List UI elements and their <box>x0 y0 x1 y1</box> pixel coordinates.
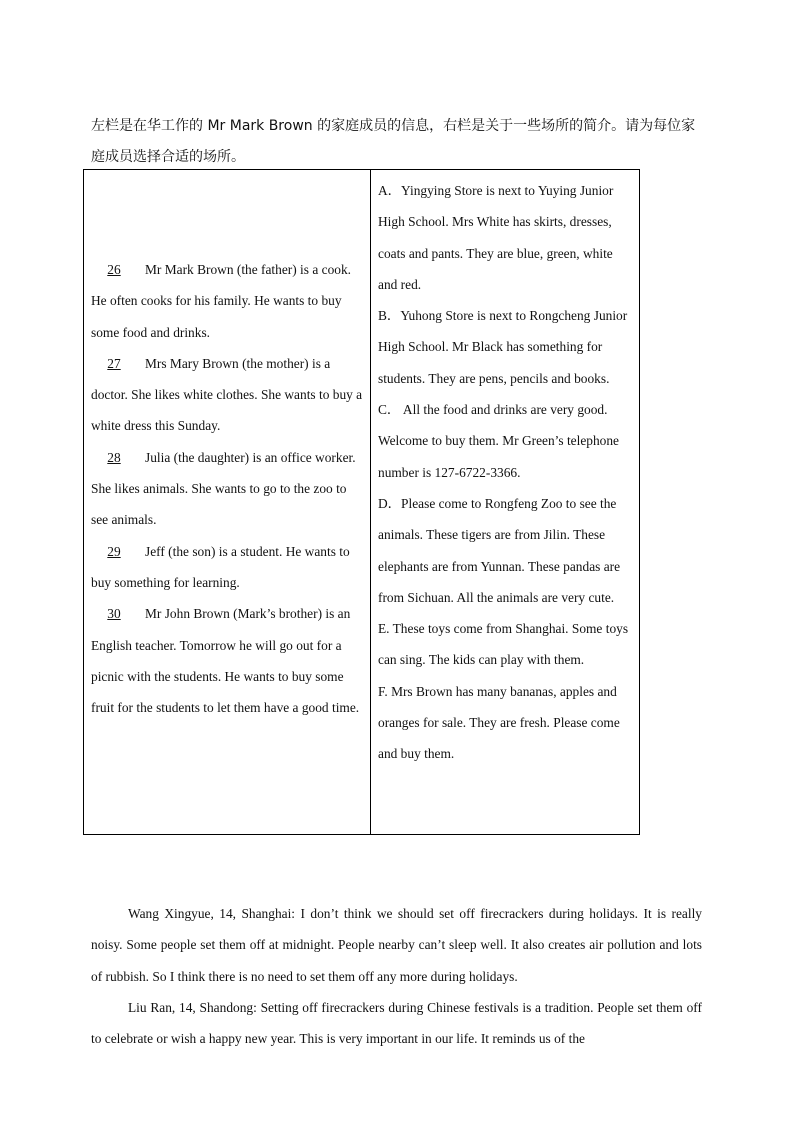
answer-blank[interactable]: 28 <box>107 449 121 465</box>
instructions: 左栏是在华工作的 Mr Mark Brown 的家庭成员的信息，右栏是关于一些场所的简介。请为每位家庭成员选择合适的场所。 <box>91 118 696 165</box>
person-item <box>91 536 364 599</box>
person-text: Mr John Brown (Mark’s brother) is an English teacher. Tomorrow he will go out for a picnic with the students. He wants to buy some fruit for the students to let them have a good time. <box>91 606 360 716</box>
answer-blank[interactable]: 27 <box>107 355 121 371</box>
place-item: D．Please come to Rongfeng Zoo to see the animals. These tigers are from Jilin. These elephants are from Yunnan. These pandas are from Sichuan. All the animals are very cute. <box>378 495 621 605</box>
matching-table <box>83 169 640 835</box>
answer-blank[interactable]: 30 <box>107 606 121 622</box>
person-text: Jeff (the son) is a student. He wants to buy something for learning. <box>91 543 350 590</box>
person-item <box>91 254 364 348</box>
place-item: B．Yuhong Store is next to Rongcheng Junior High School. Mr Black has something for students. They are pens, pencils and books. <box>378 308 628 386</box>
reading-passage <box>91 898 702 1054</box>
answer-blank[interactable]: 29 <box>107 543 121 559</box>
place-item: C． All the food and drinks are very good. Welcome to buy them. Mr Green’s telephone number is 127-6722-3366. <box>378 402 619 480</box>
places-column <box>371 170 640 835</box>
place-item: F. Mrs Brown has many bananas, apples and oranges for sale. They are fresh. Please come and buy them. <box>378 683 620 762</box>
answer-blank[interactable]: 26 <box>107 262 121 277</box>
people-column <box>84 170 371 835</box>
passage-paragraph: Liu Ran, 14, Shandong: Setting off firecrackers during Chinese festivals is a tradition. People set them off to celebrate or wish a happy new year. This is very important in our life. It reminds us of the <box>91 999 702 1047</box>
person-item <box>91 442 364 536</box>
person-text: Julia (the daughter) is an office worker. She likes animals. She wants to go to the zoo to see animals. <box>91 449 356 528</box>
person-item <box>91 598 364 723</box>
place-item: E. These toys come from Shanghai. Some toys can sing. The kids can play with them. <box>378 621 629 668</box>
person-text: Mr Mark Brown (the father) is a cook. He often cooks for his family. He wants to buy some food and drinks. <box>91 262 352 340</box>
person-text: Mrs Mary Brown (the mother) is a doctor. She likes white clothes. She wants to buy a white dress this Sunday. <box>91 355 363 434</box>
person-item <box>91 348 364 442</box>
place-item: A．Yingying Store is next to Yuying Junior High School. Mrs White has skirts, dresses, coats and pants. They are blue, green, white and red. <box>378 183 614 292</box>
passage-paragraph: Wang Xingyue, 14, Shanghai: I don’t think we should set off firecrackers during holidays. It is really noisy. Some people set them off at midnight. People nearby can’t sleep well. It also creates air pollution and lots of rubbish. So I think there is no need to set them off any more during holidays. <box>91 906 702 984</box>
